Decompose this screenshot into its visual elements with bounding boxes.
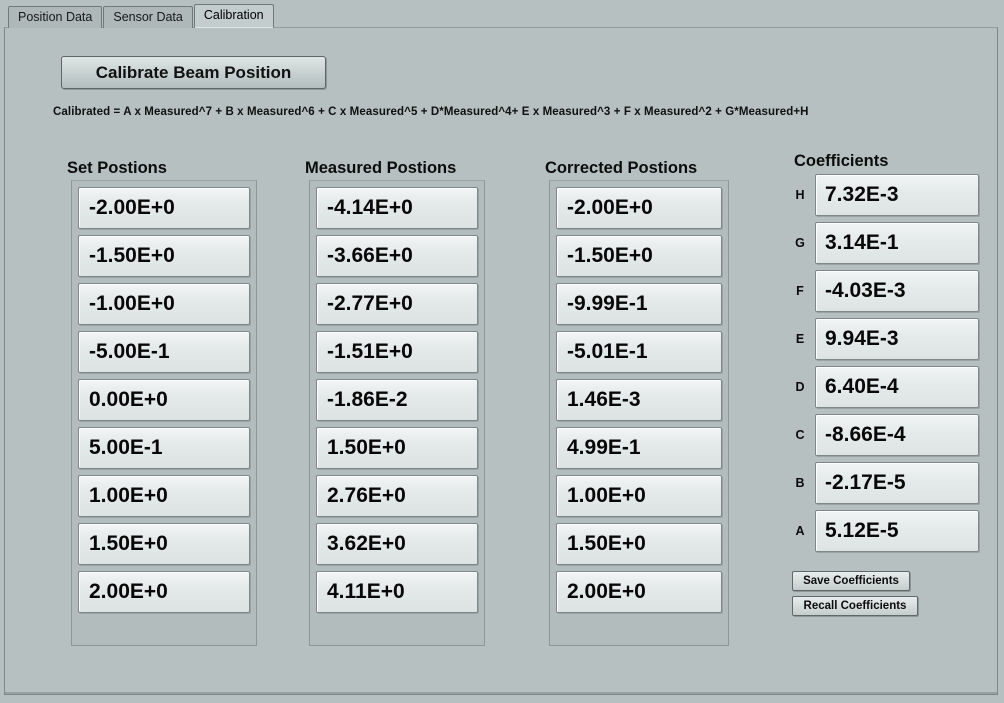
set-position-field[interactable]: -1.00E+0 [78,283,250,325]
measured-position-field[interactable]: -1.51E+0 [316,331,478,373]
corrected-position-field[interactable]: 1.50E+0 [556,523,722,565]
coefficient-row [791,222,979,264]
panel-bottom-edge [5,692,997,694]
coefficient-row [791,174,979,216]
coefficient-field[interactable]: 3.14E-1 [815,222,979,264]
calibration-panel [4,27,998,695]
set-position-field[interactable]: 1.50E+0 [78,523,250,565]
set-position-field[interactable]: -2.00E+0 [78,187,250,229]
corrected-position-field[interactable]: 1.00E+0 [556,475,722,517]
measured-position-field[interactable]: -4.14E+0 [316,187,478,229]
coefficient-field[interactable]: -4.03E-3 [815,270,979,312]
calibrate-beam-position-button[interactable]: Calibrate Beam Position [61,56,326,89]
measured-position-field[interactable]: -2.77E+0 [316,283,478,325]
coefficient-row [791,462,979,504]
measured-position-field[interactable]: 4.11E+0 [316,571,478,613]
set-position-field[interactable]: 5.00E-1 [78,427,250,469]
tab-calibration[interactable]: Calibration [194,4,274,28]
coefficient-row [791,414,979,456]
tab-bar [8,4,275,28]
measured-position-field[interactable]: 1.50E+0 [316,427,478,469]
coefficient-row [791,366,979,408]
coefficients-list [791,174,979,594]
set-position-field[interactable]: 2.00E+0 [78,571,250,613]
coefficient-label: D [795,380,805,394]
calibration-formula-text: Calibrated = A x Measured^7 + B x Measured^6 + C x Measured^5 + D*Measured^4+ E x Measured^3 + F x Measured^2 + G*Measured+H [53,106,809,118]
measured-position-field[interactable]: 3.62E+0 [316,523,478,565]
coefficient-label: A [795,524,805,538]
corrected-positions-title: Corrected Postions [545,159,698,177]
coefficient-label: G [795,236,805,250]
set-position-field[interactable]: 1.00E+0 [78,475,250,517]
tab-sensor-data[interactable]: Sensor Data [103,6,192,28]
recall-coefficients-button[interactable]: Recall Coefficients [792,596,918,616]
coefficient-label: E [795,332,805,346]
measured-position-field[interactable]: 2.76E+0 [316,475,478,517]
coefficient-label: B [795,476,805,490]
coefficient-row [791,510,979,552]
coefficient-field[interactable]: -8.66E-4 [815,414,979,456]
set-positions-list [71,180,257,646]
corrected-position-field[interactable]: -1.50E+0 [556,235,722,277]
coefficient-row [791,270,979,312]
measured-positions-list [309,180,485,646]
set-position-field[interactable]: -1.50E+0 [78,235,250,277]
measured-positions-title: Measured Postions [305,159,457,177]
coefficient-field[interactable]: 5.12E-5 [815,510,979,552]
coefficient-field[interactable]: 6.40E-4 [815,366,979,408]
corrected-position-field[interactable]: -9.99E-1 [556,283,722,325]
coefficient-field[interactable]: -2.17E-5 [815,462,979,504]
coefficient-field[interactable]: 9.94E-3 [815,318,979,360]
coefficient-label: F [796,284,804,298]
coefficients-title: Coefficients [794,152,889,170]
save-coefficients-button[interactable]: Save Coefficients [792,571,910,591]
coefficient-row [791,318,979,360]
corrected-position-field[interactable]: -5.01E-1 [556,331,722,373]
tab-position-data[interactable]: Position Data [8,6,102,28]
corrected-position-field[interactable]: -2.00E+0 [556,187,722,229]
coefficient-field[interactable]: 7.32E-3 [815,174,979,216]
coefficient-label: H [795,188,805,202]
set-positions-title: Set Postions [67,159,167,177]
corrected-position-field[interactable]: 4.99E-1 [556,427,722,469]
set-position-field[interactable]: 0.00E+0 [78,379,250,421]
coefficient-label: C [795,428,805,442]
measured-position-field[interactable]: -3.66E+0 [316,235,478,277]
measured-position-field[interactable]: -1.86E-2 [316,379,478,421]
set-position-field[interactable]: -5.00E-1 [78,331,250,373]
corrected-positions-list [549,180,729,646]
corrected-position-field[interactable]: 2.00E+0 [556,571,722,613]
corrected-position-field[interactable]: 1.46E-3 [556,379,722,421]
